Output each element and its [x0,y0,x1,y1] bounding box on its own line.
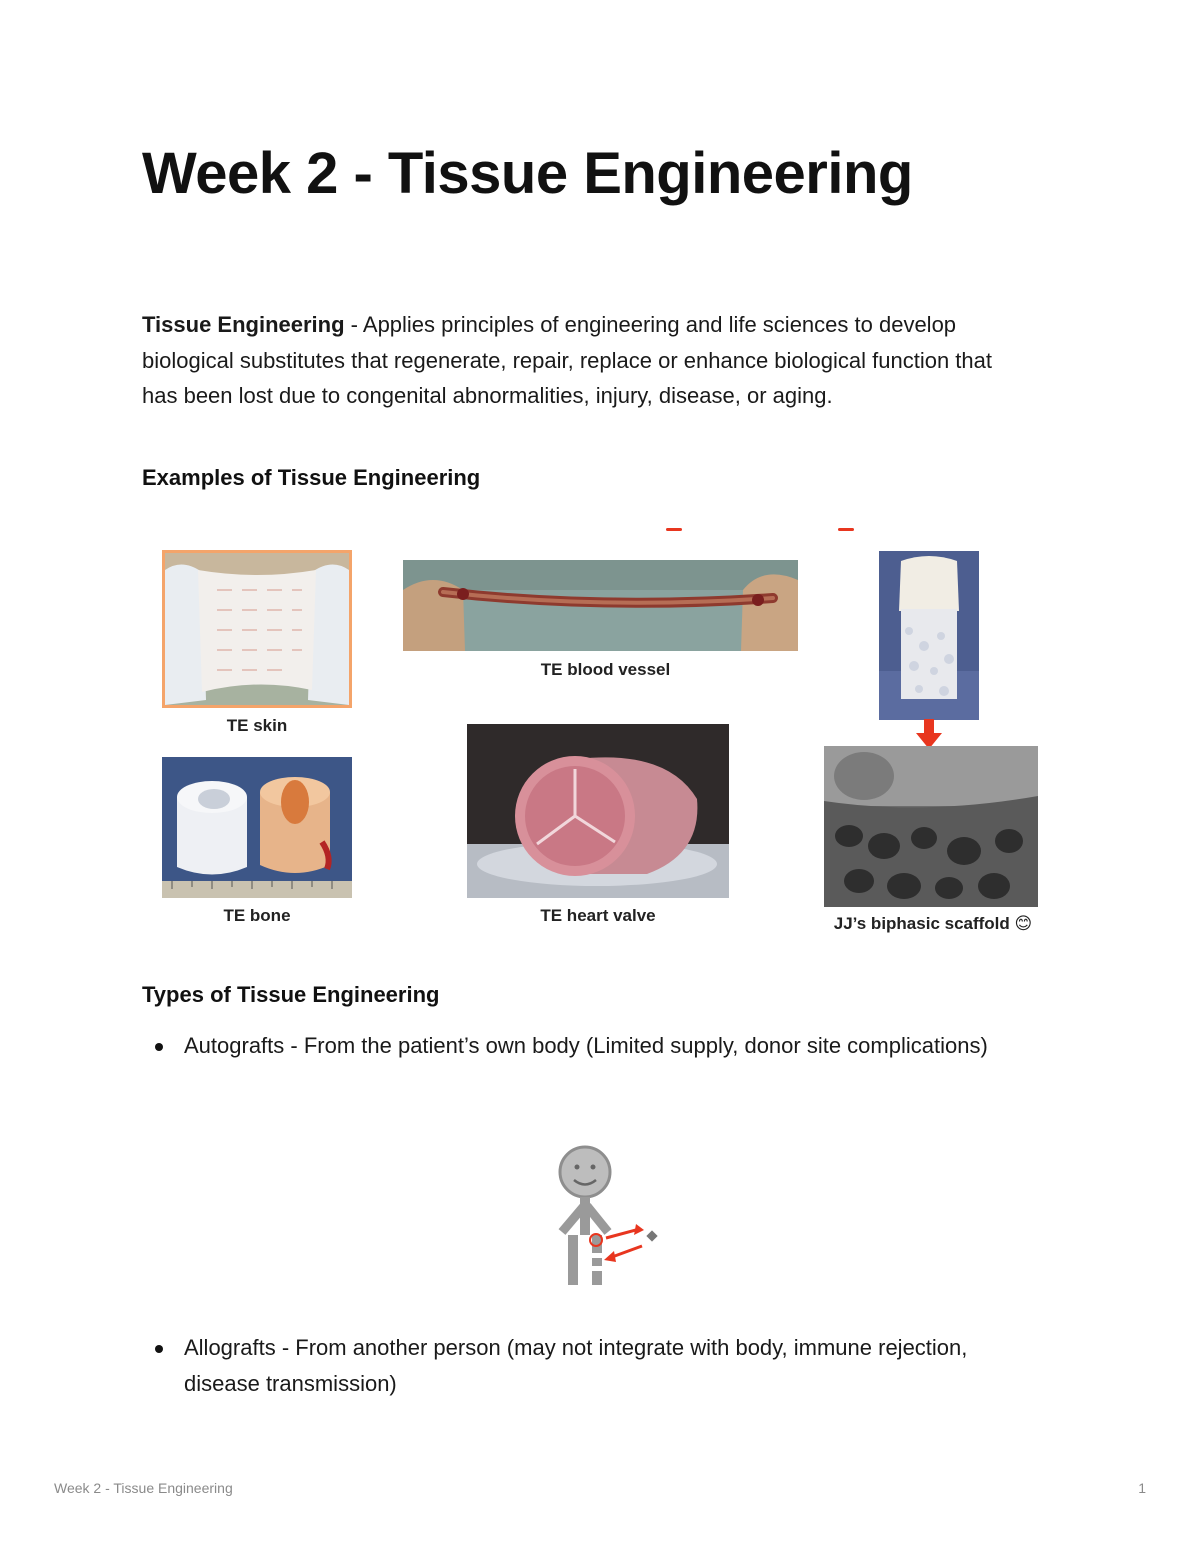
page-title: Week 2 - Tissue Engineering [142,141,913,206]
te-bone-image [162,757,352,898]
page-number: 1 [1138,1480,1146,1496]
scaffold-top-image [879,551,979,720]
red-marks-decoration [660,526,860,534]
types-heading: Types of Tissue Engineering [142,982,440,1007]
list-item-allografts: Allografts - From another person (may not integrate with body, immune rejection, disease transmission) [142,1330,1002,1401]
scaffold-sem-image [824,746,1038,907]
list-item-autografts: Autografts - From the patient’s own body (Limited supply, donor site complications) [142,1028,1002,1064]
definition-term: Tissue Engineering [142,312,345,337]
caption-te-bone: TE bone [223,906,291,925]
definition-paragraph [142,307,1022,414]
caption-scaffold: JJ’s biphasic scaffold 😊 [833,914,1033,933]
types-list-autografts [142,1028,1002,1064]
te-blood-vessel-image [403,560,798,651]
types-list-allografts [142,1330,1002,1401]
te-heart-valve-image [467,724,729,898]
caption-te-skin: TE skin [226,716,288,735]
examples-heading: Examples of Tissue Engineering [142,465,481,490]
footer-title: Week 2 - Tissue Engineering [54,1480,233,1496]
caption-te-heart-valve: TE heart valve [540,906,656,925]
autograft-figure-illustration [540,1140,670,1290]
definition-text: Applies principles of engineering and life sciences to develop biological substitutes that regenerate, repair, replace or enhance biological function that has been lost due to congenital abnormalities, injury, disease, or aging. [142,312,992,408]
caption-te-blood-vessel: TE blood vessel [540,660,671,679]
definition-separator: - [344,312,363,337]
te-skin-image [162,550,352,708]
